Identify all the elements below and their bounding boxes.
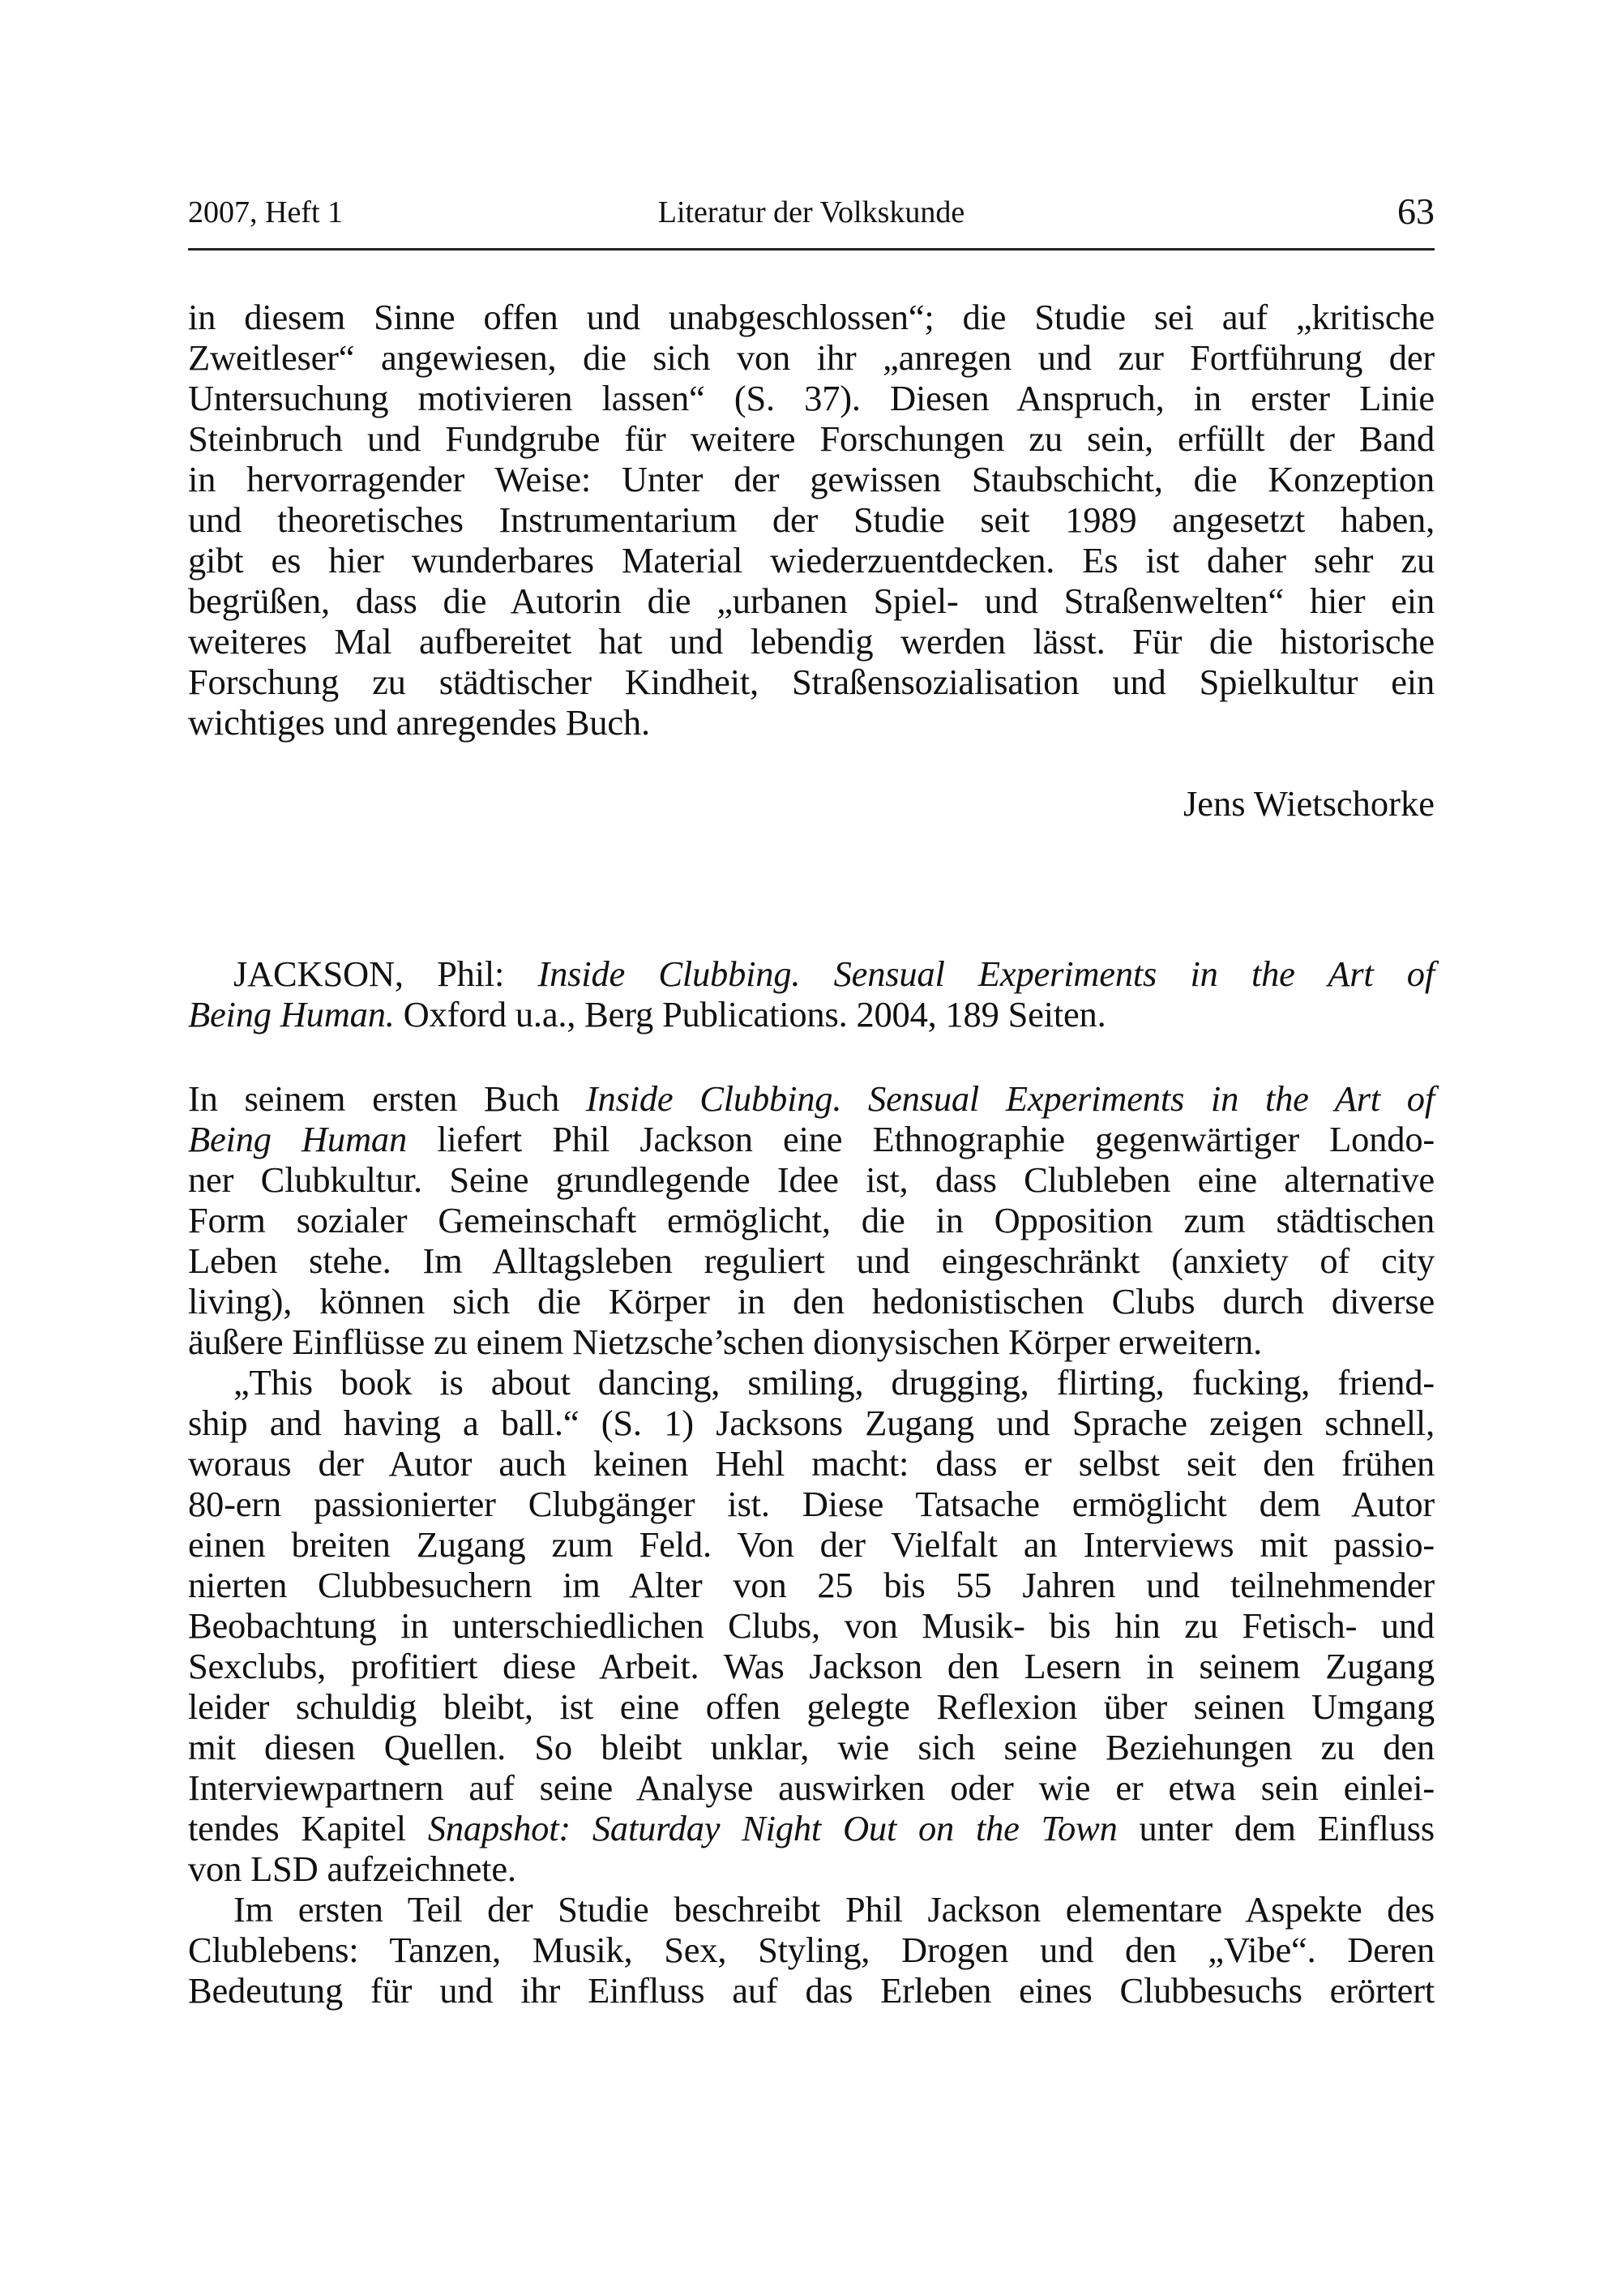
- text-line: von LSD aufzeichnete.: [188, 1848, 516, 1889]
- text-line: Forschung zu städtischer Kindheit, Straßensozialisation und Spielkultur ein: [188, 662, 1435, 702]
- book-title: Being Human: [188, 1119, 408, 1159]
- reviewer-signature: Jens Wietschorke: [1183, 783, 1435, 824]
- journal-section-title: Literatur der Volkskunde: [657, 195, 965, 229]
- text-line: „This book is about dancing, smiling, drugging, flirting, fucking, friend-: [233, 1362, 1435, 1403]
- text-segment: tendes Kapitel: [188, 1808, 406, 1848]
- previous-review-text: [188, 297, 1435, 743]
- text-segment: In seinem ersten Buch: [188, 1078, 560, 1119]
- text-line: Im ersten Teil der Studie beschreibt Phil Jackson elementare Aspekte des: [233, 1889, 1435, 1930]
- review-text: [188, 1078, 1435, 2011]
- citation-title: Inside Clubbing. Sensual Experiments in the Art of: [537, 953, 1435, 994]
- text-line: Clublebens: Tanzen, Musik, Sex, Styling, Drogen und den „Vibe“. Deren: [188, 1930, 1435, 1970]
- book-citation: [188, 953, 1435, 1034]
- text-line: einen breiten Zugang zum Feld. Von der Vielfalt an Interviews mit passio-: [188, 1524, 1435, 1565]
- text-line: mit diesen Quellen. So bleibt unklar, wie sich seine Beziehungen zu den: [188, 1727, 1435, 1767]
- text-line: nierten Clubbesuchern im Alter von 25 bis 55 Jahren und teilnehmender: [188, 1565, 1435, 1605]
- text-line: Zweitleser“ angewiesen, die sich von ihr „anregen und zur Fortführung der: [188, 337, 1435, 378]
- text-line: weiteres Mal aufbereitet hat und lebendig werden lässt. Für die historische: [188, 621, 1435, 662]
- page-number: 63: [1397, 191, 1435, 232]
- text-line: in diesem Sinne offen und unabgeschlossen“; die Studie sei auf „kritische: [188, 297, 1435, 337]
- text-line: Form sozialer Gemeinschaft ermöglicht, die in Opposition zum städtischen: [188, 1200, 1435, 1240]
- text-line: Sexclubs, profitiert diese Arbeit. Was Jackson den Lesern in seinem Zugang: [188, 1646, 1435, 1686]
- text-line: living), können sich die Körper in den hedonistischen Clubs durch diverse: [188, 1281, 1435, 1321]
- issue-label: 2007, Heft 1: [188, 195, 344, 229]
- text-line: Interviewpartnern auf seine Analyse auswirken oder wie er etwa sein einlei-: [188, 1767, 1435, 1808]
- text-line: leider schuldig bleibt, ist eine offen gelegte Reflexion über seinen Umgang: [188, 1686, 1435, 1727]
- text-line: und theoretisches Instrumentarium der Studie seit 1989 angesetzt haben,: [188, 499, 1435, 540]
- text-line: Steinbruch und Fundgrube für weitere Forschungen zu sein, erfüllt der Band: [188, 418, 1435, 459]
- text-line: ner Clubkultur. Seine grundlegende Idee ist, dass Clubleben eine alternative: [188, 1159, 1435, 1200]
- text-line: Leben stehe. Im Alltagsleben reguliert und eingeschränkt (anxiety of city: [188, 1240, 1435, 1281]
- text-line: in hervorragender Weise: Unter der gewissen Staubschicht, die Konzeption: [188, 459, 1435, 499]
- chapter-title: Snapshot: Saturday Night Out on the Town: [427, 1808, 1118, 1848]
- text-line: äußere Einflüsse zu einem Nietzsche’schen dionysischen Körper erweitern.: [188, 1321, 1263, 1362]
- text-segment: unter dem Einfluss: [1139, 1808, 1435, 1848]
- text-line: wichtiges und anregendes Buch.: [188, 702, 650, 743]
- running-header: [188, 191, 1435, 243]
- text-segment: liefert Phil Jackson eine Ethnographie gegenwärtiger Londo-: [437, 1119, 1435, 1159]
- header-rule: [188, 248, 1435, 251]
- text-line: Untersuchung motivieren lassen“ (S. 37). Diesen Anspruch, in erster Linie: [188, 378, 1435, 418]
- text-line: begrüßen, dass die Autorin die „urbanen Spiel- und Straßenwelten“ hier ein: [188, 580, 1435, 621]
- text-line: Beobachtung in unterschiedlichen Clubs, von Musik- bis hin zu Fetisch- und: [188, 1605, 1435, 1646]
- book-title: Inside Clubbing. Sensual Experiments in the Art of: [585, 1078, 1435, 1119]
- text-line: Bedeutung für und ihr Einfluss auf das Erleben eines Clubbesuchs erörtert: [188, 1970, 1435, 2011]
- citation-title-cont: Being Human.: [188, 994, 395, 1034]
- text-line: gibt es hier wunderbares Material wiederzuentdecken. Es ist daher sehr zu: [188, 540, 1435, 580]
- citation-publisher: Oxford u.a., Berg Publications. 2004, 189 Seiten.: [403, 994, 1106, 1034]
- text-line: ship and having a ball.“ (S. 1) Jacksons Zugang und Sprache zeigen schnell,: [188, 1403, 1435, 1443]
- text-line: 80-ern passionierter Clubgänger ist. Diese Tatsache ermöglicht dem Autor: [188, 1484, 1435, 1524]
- text-line: woraus der Autor auch keinen Hehl macht: dass er selbst seit den frühen: [188, 1443, 1435, 1484]
- citation-author: JACKSON, Phil:: [233, 953, 505, 994]
